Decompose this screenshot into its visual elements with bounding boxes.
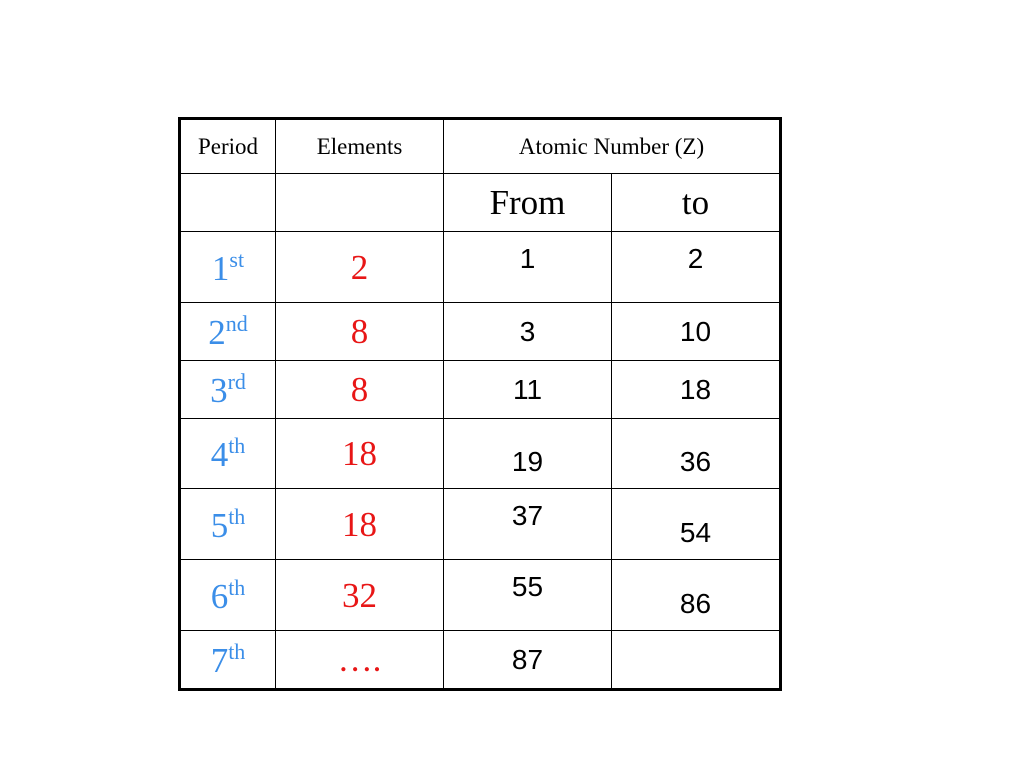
table-row [180, 232, 781, 303]
table-subheader-row [180, 174, 781, 232]
period-suffix: nd [225, 311, 248, 336]
table-row [180, 361, 781, 419]
period-number: 3 [210, 371, 228, 410]
atomic-to-cell: 54 [612, 489, 781, 560]
period-suffix: th [228, 639, 246, 664]
period-number: 1 [211, 248, 230, 288]
period-suffix: st [229, 246, 245, 272]
atomic-from-cell: 1 [444, 232, 612, 303]
subheader-empty-elements [276, 174, 444, 232]
period-cell [180, 631, 276, 690]
period-cell [180, 232, 276, 303]
subheader-empty-period [180, 174, 276, 232]
elements-count-cell: 18 [276, 419, 444, 489]
header-elements: Elements [276, 119, 444, 174]
elements-count-cell: 8 [276, 361, 444, 419]
period-number: 5 [210, 505, 229, 545]
period-suffix: th [228, 433, 246, 458]
period-number: 7 [210, 641, 229, 680]
period-number: 6 [210, 576, 229, 616]
period-suffix: th [228, 503, 246, 529]
periodic-periods-table [178, 117, 782, 691]
atomic-to-cell: 10 [612, 303, 781, 361]
table-row [180, 489, 781, 560]
period-cell [180, 361, 276, 419]
header-period: Period [180, 119, 276, 174]
atomic-to-cell: 2 [612, 232, 781, 303]
atomic-from-cell: 19 [444, 419, 612, 489]
period-suffix: rd [227, 369, 246, 394]
atomic-to-cell: 18 [612, 361, 781, 419]
header-atomic-number: Atomic Number (Z) [444, 119, 781, 174]
atomic-from-cell: 11 [444, 361, 612, 419]
atomic-from-cell: 55 [444, 560, 612, 631]
table-row [180, 303, 781, 361]
atomic-from-cell: 37 [444, 489, 612, 560]
atomic-to-cell [612, 631, 781, 690]
subheader-from: From [444, 174, 612, 232]
elements-count-cell: …. [276, 631, 444, 690]
atomic-from-cell: 87 [444, 631, 612, 690]
elements-count-cell: 2 [276, 232, 444, 303]
elements-count-cell: 32 [276, 560, 444, 631]
period-cell [180, 419, 276, 489]
table-row [180, 560, 781, 631]
atomic-from-cell: 3 [444, 303, 612, 361]
elements-count-cell: 18 [276, 489, 444, 560]
period-number: 2 [208, 313, 226, 352]
atomic-to-cell: 36 [612, 419, 781, 489]
period-cell [180, 489, 276, 560]
subheader-to: to [612, 174, 781, 232]
period-cell [180, 303, 276, 361]
atomic-to-cell: 86 [612, 560, 781, 631]
table-row [180, 419, 781, 489]
period-cell [180, 560, 276, 631]
period-number: 4 [210, 435, 229, 474]
table-row [180, 631, 781, 690]
elements-count-cell: 8 [276, 303, 444, 361]
table-header-row [180, 119, 781, 174]
period-suffix: th [228, 574, 246, 600]
